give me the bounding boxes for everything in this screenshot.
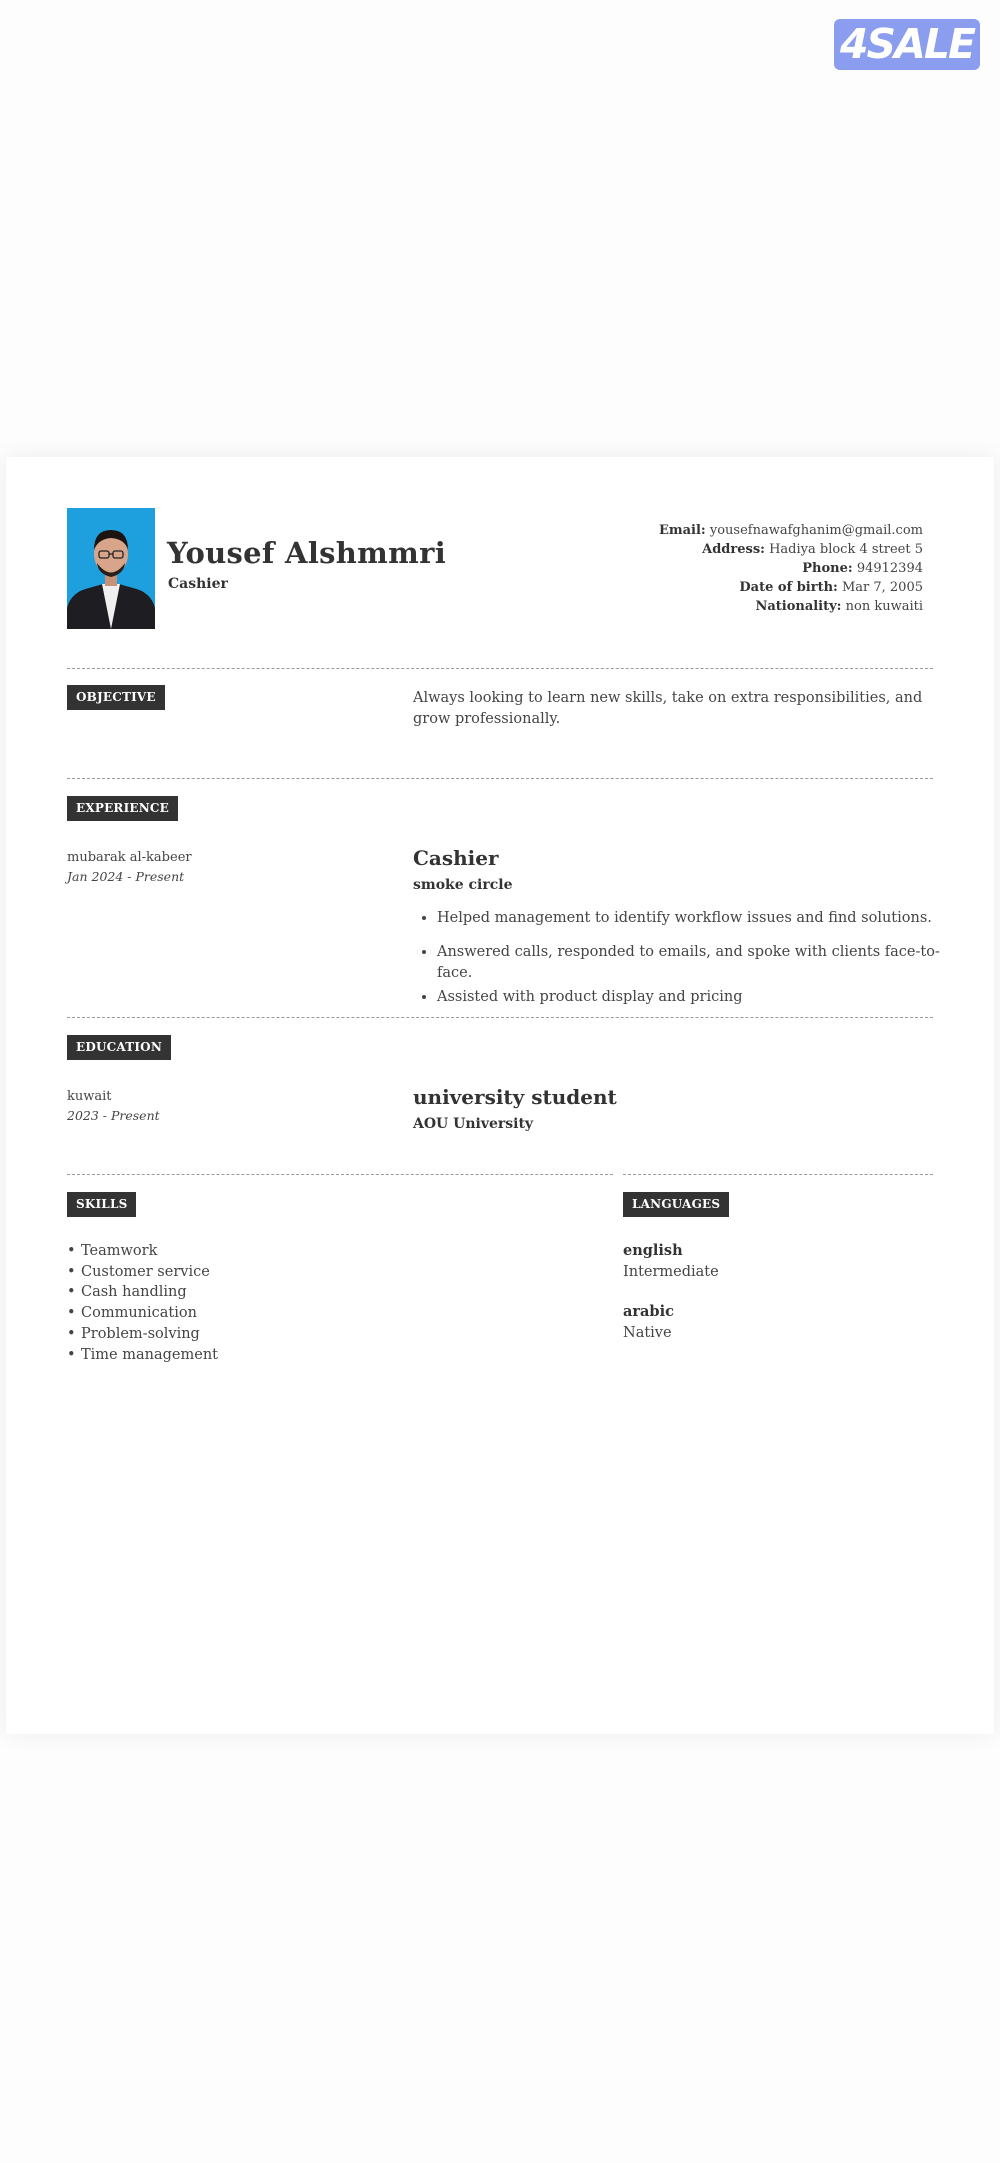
- experience-company: smoke circle: [413, 877, 513, 893]
- languages-list: [623, 1241, 719, 1343]
- list-item: • Answered calls, responded to emails, and spoke with clients face-to-face.: [437, 942, 957, 984]
- resume-page: [6, 457, 994, 1734]
- list-item: • Teamwork: [81, 1241, 218, 1262]
- language-name: arabic: [623, 1303, 674, 1320]
- experience-bullets: [413, 908, 957, 1008]
- candidate-name: Yousef Alshmmri: [167, 536, 447, 570]
- contact-email: Email: yousefnawafghanim@gmail.com: [658, 523, 923, 538]
- list-item: • Assisted with product display and pricing: [437, 987, 957, 1008]
- list-item: • Customer service: [81, 1262, 218, 1283]
- education-heading: EDUCATION: [67, 1035, 171, 1060]
- candidate-title: Cashier: [168, 576, 228, 592]
- list-item: • Communication: [81, 1303, 218, 1324]
- experience-location: mubarak al-kabeer: [67, 850, 192, 865]
- email-value[interactable]: yousefnawafghanim@gmail.com: [709, 523, 923, 538]
- experience-heading: EXPERIENCE: [67, 796, 178, 821]
- education-location: kuwait: [67, 1089, 112, 1104]
- skills-heading: SKILLS: [67, 1192, 136, 1217]
- list-item: • Problem-solving: [81, 1324, 218, 1345]
- profile-photo: [67, 508, 155, 629]
- objective-text: Always looking to learn new skills, take on extra responsibilities, and grow professionally.: [413, 690, 923, 727]
- languages-heading: LANGUAGES: [623, 1192, 729, 1217]
- list-item: • Time management: [81, 1345, 218, 1366]
- skills-list: [67, 1241, 218, 1365]
- divider: [67, 778, 933, 779]
- experience-dates: Jan 2024 - Present: [67, 869, 185, 884]
- avatar-photo-icon: [67, 508, 155, 629]
- objective-heading: OBJECTIVE: [67, 685, 165, 710]
- list-item: • Cash handling: [81, 1282, 218, 1303]
- language-level: Intermediate: [623, 1263, 719, 1280]
- contact-dob: Date of birth: Mar 7, 2005: [739, 580, 923, 595]
- education-degree: university student: [413, 1085, 617, 1109]
- education-dates: 2023 - Present: [67, 1108, 160, 1123]
- divider: [67, 668, 933, 669]
- language-name: english: [623, 1242, 683, 1259]
- phone-value[interactable]: 94912394: [856, 561, 923, 576]
- contact-info: [659, 521, 923, 616]
- logo-text: 4SALE: [840, 20, 974, 68]
- contact-address: Address: Hadiya block 4 street 5: [702, 542, 923, 557]
- language-level: Native: [623, 1324, 672, 1341]
- contact-phone: Phone: 94912394: [802, 561, 923, 576]
- divider: [623, 1174, 933, 1175]
- contact-nationality: Nationality: non kuwaiti: [755, 599, 923, 614]
- divider: [67, 1017, 933, 1018]
- list-item: • Helped management to identify workflow issues and find solutions.: [437, 908, 957, 929]
- 4sale-logo[interactable]: [834, 19, 980, 70]
- experience-role: Cashier: [413, 846, 499, 870]
- divider: [67, 1174, 613, 1175]
- education-school: AOU University: [413, 1116, 534, 1132]
